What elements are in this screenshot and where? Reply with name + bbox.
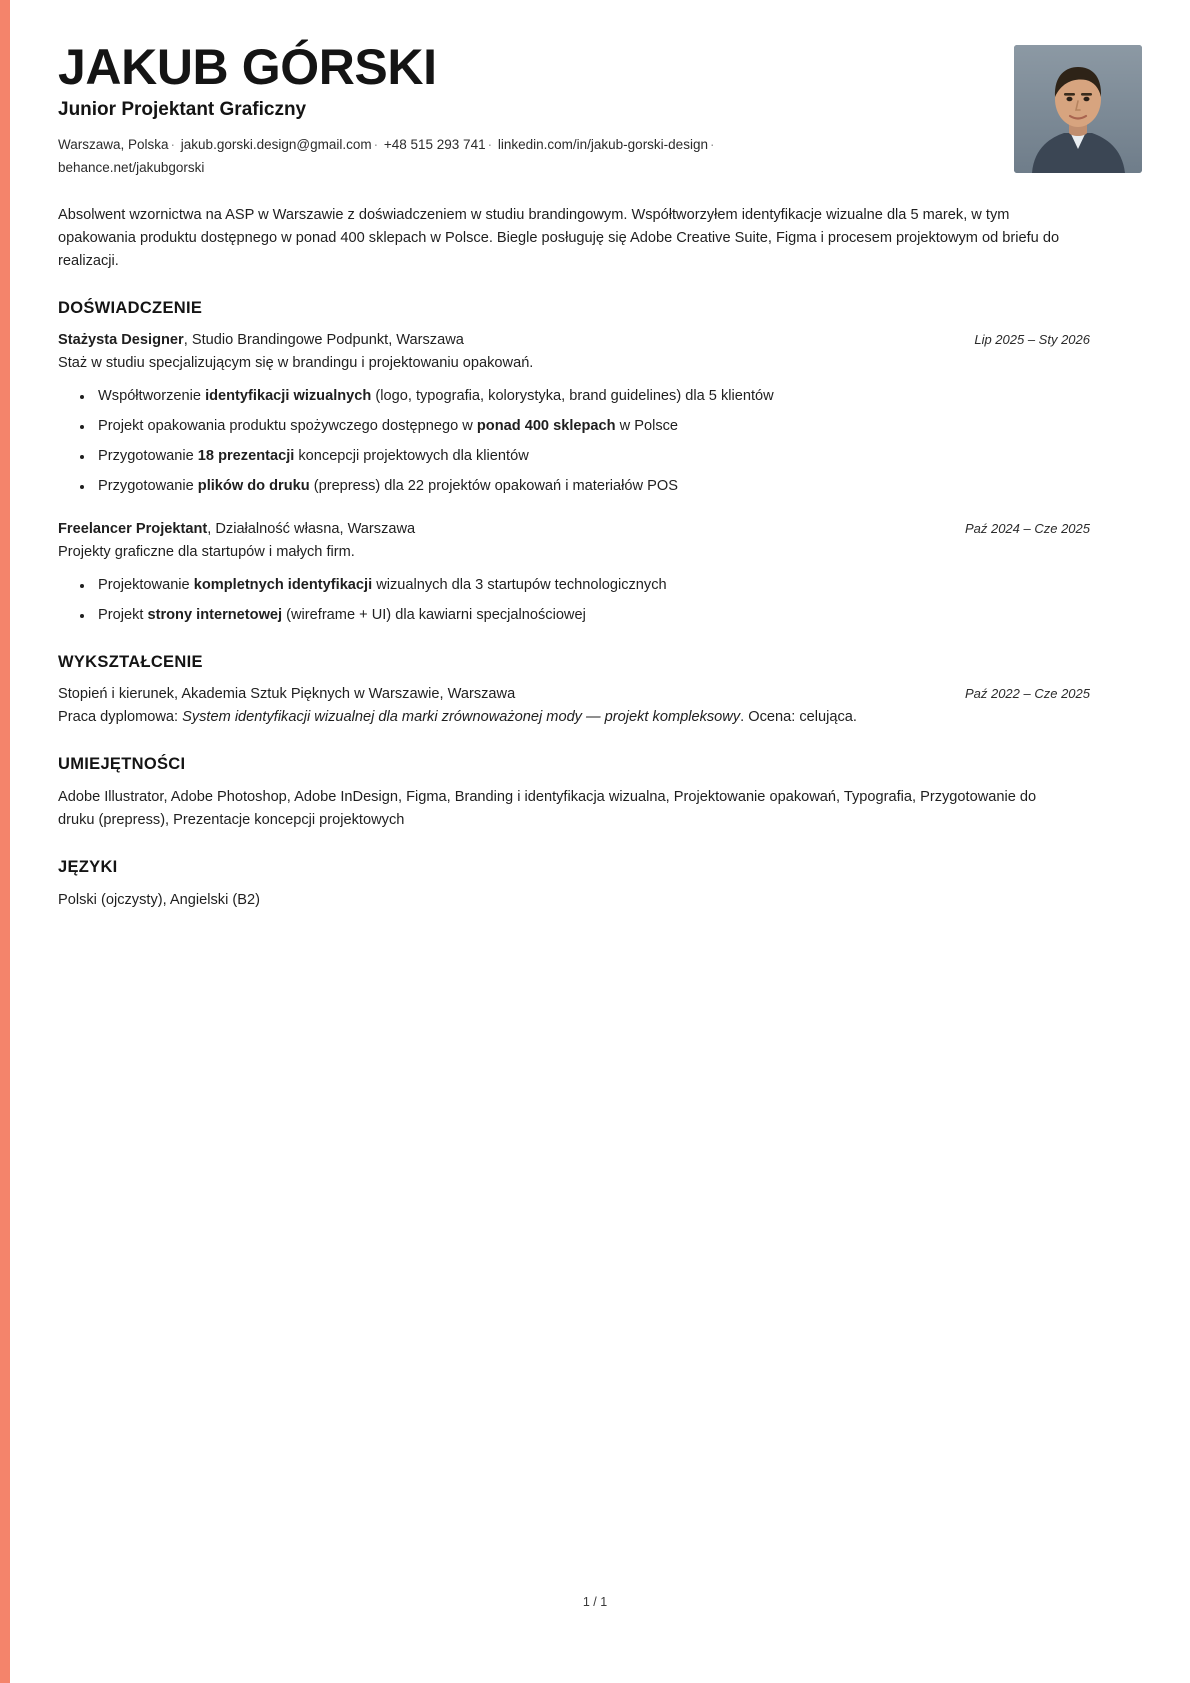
page-footer [0, 1595, 1190, 1609]
list-item [94, 386, 1090, 408]
experience-entry-title [58, 330, 958, 352]
bullet-text-bold: plików do druku [197, 477, 310, 494]
contact-location: Warszawa, Polska [58, 137, 169, 152]
contact-separator: · [373, 137, 379, 152]
section-experience [58, 299, 1090, 627]
contact-phone[interactable]: +48 515 293 741 [383, 137, 486, 152]
education-entry [58, 684, 1090, 729]
page-title: JAKUB GÓRSKI [58, 39, 437, 95]
section-skills [58, 755, 1090, 832]
list-item [94, 416, 1090, 438]
bullet-text-bold: identyfikacji wizualnych [205, 387, 372, 404]
list-item [94, 605, 1090, 627]
contact-linkedin[interactable]: linkedin.com/in/jakub-gorski-design [497, 137, 708, 152]
resume-sheet [10, 0, 1190, 1683]
experience-bullet-list [58, 386, 1090, 498]
bullet-text-post: w Polsce [615, 417, 679, 434]
job-headline: Junior Projektant Graficzny [58, 99, 307, 120]
bullet-text-pre: Przygotowanie [98, 447, 198, 464]
experience-entry-head [58, 519, 1090, 541]
profile-summary: Absolwent wzornictwa na ASP w Warszawie z doświadczeniem w studiu brandingowym. Współtworzyłem identyfikacje wizualne dla 5 marek, w tym opakowania produktu dostępnego w ponad 400 sklepach w Polsce. Biegle posługuję się Adobe Creative Suite, Figma i procesem projektowym od briefu do realizacji. [58, 207, 1060, 270]
bullet-text-post: (wireframe + UI) dla kawiarni specjalnościowej [282, 607, 586, 624]
resume-header [58, 39, 1090, 182]
accent-bar [0, 0, 10, 1683]
education-entry-head [58, 684, 1090, 706]
education-date: Paź 2022 – Cze 2025 [964, 686, 1090, 702]
section-education [58, 653, 1090, 729]
bullet-text-bold: kompletnych identyfikacji [193, 577, 373, 594]
experience-entry-head [58, 330, 1090, 352]
experience-entry-title [58, 519, 949, 541]
bullet-text-post: wizualnych dla 3 startupów technologicznych [372, 577, 667, 594]
experience-bullet-list [58, 575, 1090, 627]
experience-role: Stażysta Designer [58, 332, 184, 349]
experience-entry [58, 519, 1090, 627]
bullet-text-pre: Przygotowanie [98, 477, 198, 494]
bullet-text-post: koncepcji projektowych dla klientów [294, 447, 529, 464]
contact-separator: · [487, 137, 493, 152]
languages-list: Polski (ojczysty), Angielski (B2) [58, 891, 260, 908]
bullet-text-pre: Współtworzenie [98, 387, 206, 404]
bullet-text-bold: ponad 400 sklepach [476, 417, 616, 434]
profile-photo-icon [1014, 45, 1142, 173]
education-entry-title: Stopień i kierunek, Akademia Sztuk Pięknych w Warszawie, Warszawa [58, 686, 516, 703]
section-title-experience: DOŚWIADCZENIE [58, 299, 203, 318]
experience-date: Paź 2024 – Cze 2025 [964, 521, 1090, 537]
bullet-text-bold: 18 prezentacji [197, 447, 295, 464]
bullet-text-pre: Projektowanie [98, 577, 194, 594]
education-thesis [58, 707, 1090, 729]
experience-company: , Działalność własna, Warszawa [207, 521, 416, 538]
bullet-text-post: (prepress) dla 22 projektów opakowań i materiałów POS [309, 477, 678, 494]
section-title-skills: UMIEJĘTNOŚCI [58, 754, 186, 773]
contact-separator: · [709, 137, 715, 152]
page-indicator: 1 / 1 [582, 1595, 608, 1609]
section-languages [58, 858, 1090, 912]
contact-email[interactable]: jakub.gorski.design@gmail.com [180, 137, 372, 152]
avatar [1014, 45, 1142, 173]
bullet-text-pre: Projekt [98, 607, 148, 624]
contact-separator: · [170, 137, 176, 152]
thesis-title: System identyfikacji wizualnej dla marki zrównoważonej mody — projekt kompleksowy [182, 708, 741, 725]
experience-entry [58, 330, 1090, 497]
list-item [94, 446, 1090, 468]
skills-list: Adobe Illustrator, Adobe Photoshop, Adobe InDesign, Figma, Branding i identyfikacja wizualna, Projektowanie opakowań, Typografia, Przygotowanie do druku (prepress), Prezentacje koncepcji projektowych [58, 788, 1037, 828]
thesis-grade: . Ocena: celująca. [740, 708, 857, 725]
list-item [94, 575, 1090, 597]
contact-portfolio[interactable]: behance.net/jakubgorski [58, 160, 205, 176]
contact-line [58, 133, 758, 179]
experience-role: Freelancer Projektant [58, 521, 208, 538]
list-item [94, 476, 1090, 498]
section-title-education: WYKSZTAŁCENIE [58, 653, 203, 672]
bullet-text-bold: strony internetowej [147, 607, 283, 624]
experience-company: , Studio Brandingowe Podpunkt, Warszawa [183, 332, 464, 349]
bullet-text-post: (logo, typografia, kolorystyka, brand guidelines) dla 5 klientów [371, 387, 774, 404]
thesis-label: Praca dyplomowa: [58, 708, 183, 725]
experience-subtitle: Projekty graficzne dla startupów i małych firm. [58, 544, 355, 561]
experience-subtitle: Staż w studiu specjalizującym się w brandingu i projektowaniu opakowań. [58, 355, 534, 372]
experience-date: Lip 2025 – Sty 2026 [974, 332, 1090, 348]
bullet-text-pre: Projekt opakowania produktu spożywczego dostępnego w [98, 417, 477, 434]
section-title-languages: JĘZYKI [58, 857, 118, 876]
